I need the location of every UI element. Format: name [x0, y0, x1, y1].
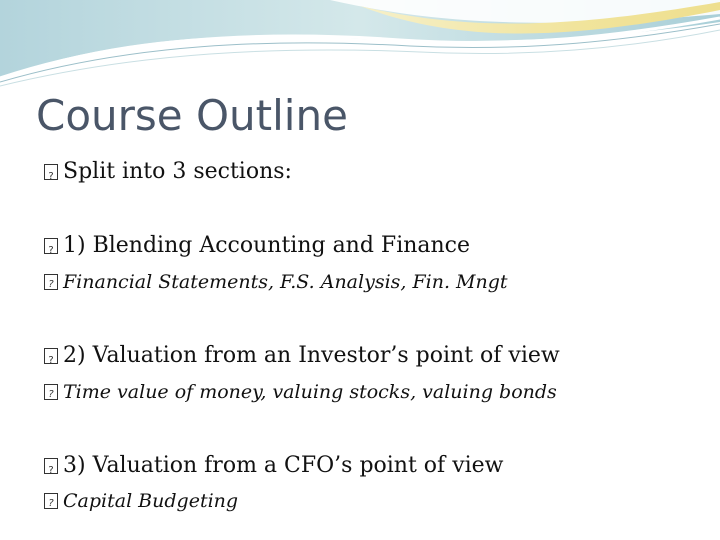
bullet-text: Financial Statements, F.S. Analysis, Fin. Mngt	[63, 271, 508, 293]
bullet-text: 1) Blending Accounting and Finance	[63, 233, 471, 258]
bullet-line-7	[44, 489, 238, 513]
bullet-line-6	[44, 452, 504, 480]
bullet-text: Time value of money, valuing stocks, valuing bonds	[63, 381, 557, 403]
bullet-text: Split into 3 sections:	[63, 159, 292, 184]
header-swoosh-decoration	[0, 0, 720, 90]
bullet-line-2	[44, 232, 470, 260]
bullet-line-5	[44, 380, 557, 404]
bullet-text: 3) Valuation from a CFO’s point of view	[63, 453, 504, 478]
missing-glyph-icon	[44, 274, 58, 290]
missing-glyph-icon	[44, 458, 58, 474]
bullet-text: Capital Budgeting	[63, 490, 239, 512]
missing-glyph-icon	[44, 238, 58, 254]
slide-title: Course Outline	[36, 91, 348, 140]
missing-glyph-icon	[44, 164, 58, 180]
missing-glyph-icon	[44, 348, 58, 364]
missing-glyph-icon	[44, 493, 58, 509]
bullet-line-3	[44, 270, 508, 294]
bullet-text: 2) Valuation from an Investor’s point of view	[63, 343, 560, 368]
missing-glyph-icon	[44, 384, 58, 400]
bullet-line-1	[44, 158, 292, 186]
bullet-line-4	[44, 342, 560, 370]
